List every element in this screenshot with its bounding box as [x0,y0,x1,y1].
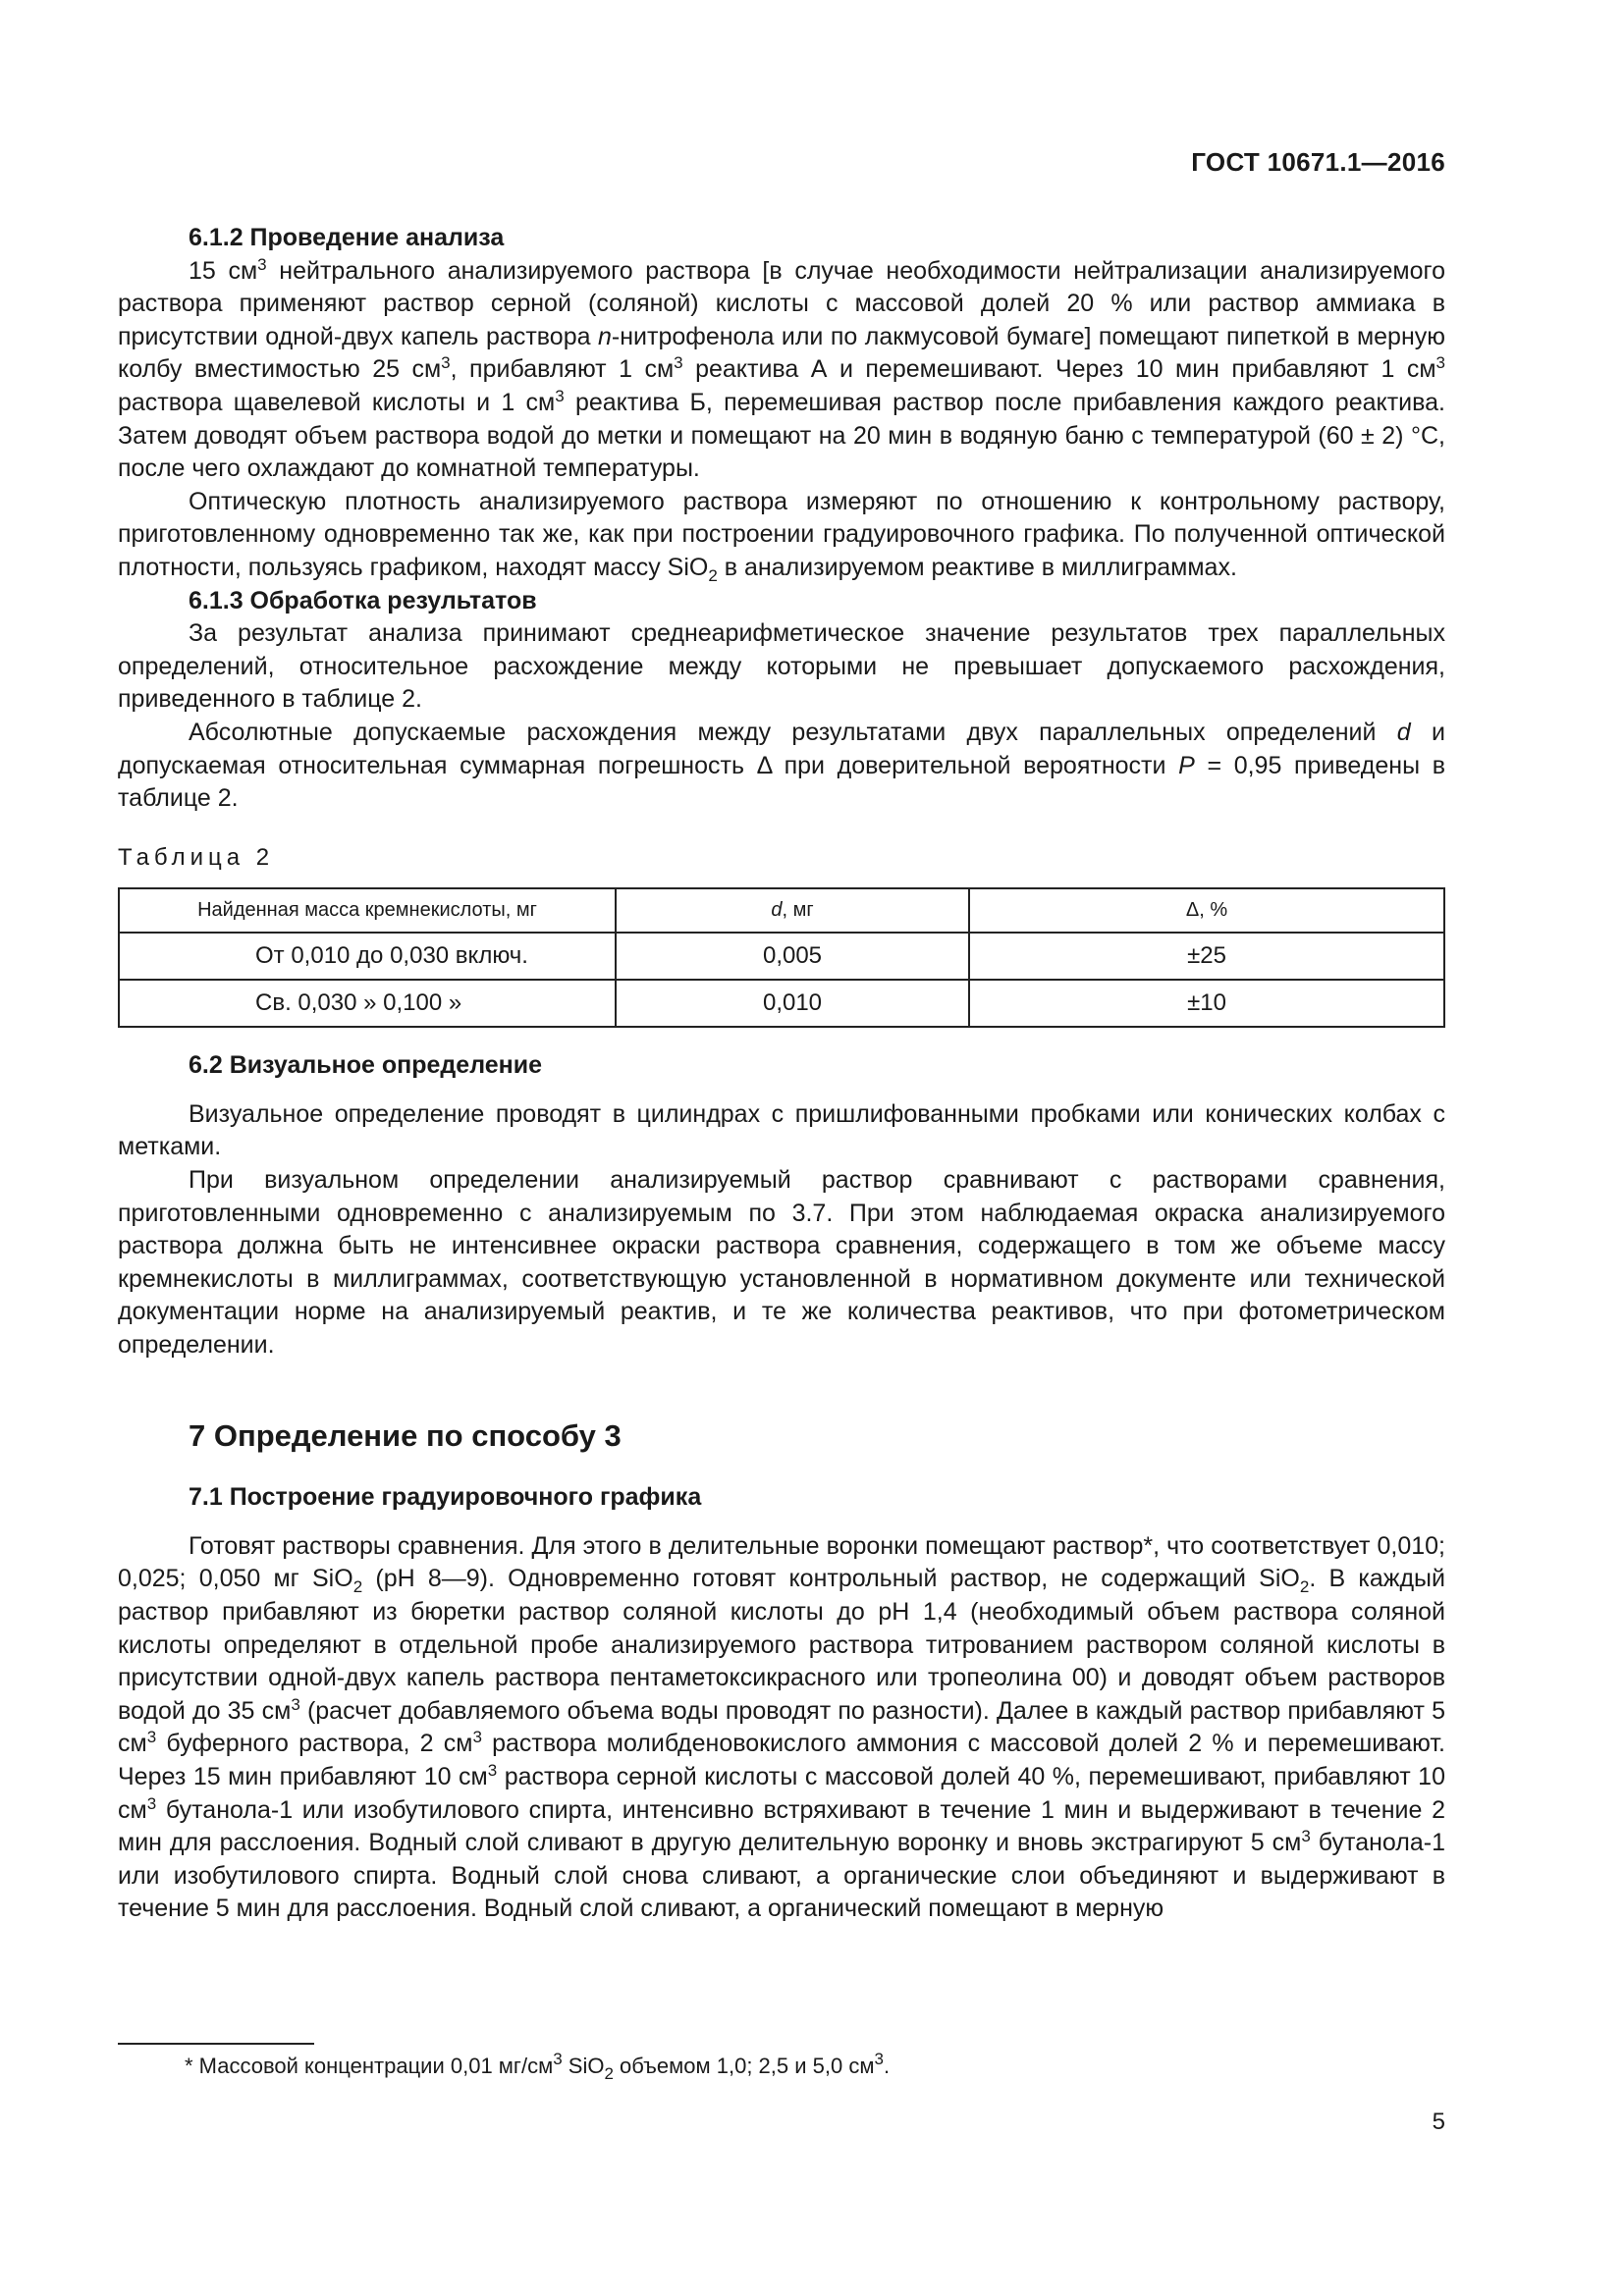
header-delta: Δ, % [969,888,1444,933]
section-6-2-heading: 6.2 Визуальное определение [189,1051,543,1080]
section-6-1-3-paragraph-2: Абсолютные допускаемые расхождения между результатами двух параллельных определений d и допускаемая относительная суммарная погрешность Δ при доверительной вероятности P = 0,95 приведены в таблице 2. [118,718,1445,813]
table-2 [118,887,1445,1028]
table-cell-d: 0,010 [616,980,969,1027]
standard-header: ГОСТ 10671.1—2016 [1191,147,1445,177]
header-d: d, мг [616,888,969,933]
table-cell-d: 0,005 [616,933,969,980]
footnote: * Массовой концентрации 0,01 $мг/см^3$ SiO$_2$ объемом 1,0; 2,5 и 5,0 $см^3$. [185,2050,891,2083]
section-7-heading: 7 Определение по способу 3 [189,1417,622,1453]
table-2-caption: Таблица 2 [118,843,275,871]
footnote-divider [118,2043,314,2045]
table-cell-range: От 0,010 до 0,030 включ. [119,933,616,980]
section-6-1-2-paragraph-2: Оптическую плотность анализируемого раствора измеряют по отношению к контрольному раствору, приготовленному одновременно так же, как при построении градуировочного графика. По полученной оптической плотности, пользуясь графиком, находят массу SiO$_2$ в анализируемом реактиве в миллиграммах. [118,487,1445,585]
section-6-1-2-heading: 6.1.2 Проведение анализа [189,224,505,251]
section-6-1-2-paragraph-1: 15 $см^3$ нейтрального анализируемого раствора [в случае необходимости нейтрализации анализируемого раствора применяют раствор серной (соляной) кислоты с массовой долей 20 % или раствор аммиака в присутствии одной-двух капель раствора n-нитрофенола или по лакмусовой бумаге] помещают пипеткой в мерную колбу вместимостью 25 $см^3$, прибавляют 1 $см^3$ реактива А и перемешивают. Через 10 мин прибавляют 1 $см^3$ раствора щавелевой кислоты и 1 $см^3$ реактива Б, перемешивая раствор после прибавления каждого реактива. Затем доводят объем раствора водой до метки и помещают на 20 мин в водяную баню с температурой (60 ± 2) °С, после чего охлаждают до комнатной температуры. [118,254,1446,483]
section-7-1-heading: 7.1 Построение градуировочного графика [189,1483,702,1512]
table-cell-range: Св. 0,030 » 0,100 » [119,980,616,1027]
section-6-2-paragraph-2: При визуальном определении анализируемый раствор сравнивают с растворами сравнения, приготовленными одновременно с анализируемым по 3.7. При этом наблюдаемая окраска анализируемого раствора должна быть не интенсивнее окраски раствора сравнения, содержащего в том же объеме массу кремнекислоты в миллиграммах, соответствующую установленной в нормативном документе или технической документации норме на анализируемый реактив, и те же количества реактивов, что при фотометрическом определении. [118,1166,1445,1360]
header-mass: Найденная масса кремнекислоты, мг [119,888,616,933]
page-content [118,222,1445,1926]
section-7-1-paragraph-1: Готовят растворы сравнения. Для этого в делительные воронки помещают раствор*, что соответствует 0,010; 0,025; 0,050 мг SiO$_2$ (рН 8—9). Одновременно готовят контрольный раствор, не содержащий SiO$_2$. В каждый раствор прибавляют из бюретки раствор соляной кислоты до рН 1,4 (необходимый объем раствора соляной кислоты определяют в отдельной пробе анализируемого раствора титрованием раствором соляной кислоты в присутствии одной-двух капель раствора пентаметоксикрасного или тропеолина 00) и доводят объем растворов водой до 35 $см^3$ (расчет добавляемого объема воды проводят по разности). Далее в каждый раствор прибавляют 5 $см^3$ буферного раствора, 2 $см^3$ раствора молибденовокислого аммония с массовой долей 2 % и перемешивают. Через 15 мин прибавляют 10 $см^3$ раствора серной кислоты с массовой долей 40 %, перемешивают, прибавляют 10 $см^3$ бутанола-1 или изобутилового спирта, интенсивно встряхивают в течение 1 мин и выдерживают в течение 2 мин для расслоения. Водный слой сливают в другую делительную воронку и вновь экстрагируют 5 $см^3$ бутанола-1 или изобутилового спирта. Водный слой снова сливают, а органические слои объединяют и выдерживают в течение 5 мин для расслоения. Водный слой сливают, а органический помещают в мерную [118,1531,1446,1923]
table-cell-delta: ±10 [969,980,1444,1027]
table-header-row [119,888,1444,933]
section-6-1-3-heading: 6.1.3 Обработка результатов [189,586,537,614]
table-row [119,980,1444,1027]
section-6-2-paragraph-1: Визуальное определение проводят в цилиндрах с пришлифованными пробками или конических колбах с метками. [118,1099,1445,1161]
table-row [119,933,1444,980]
section-6-1-3-paragraph-1: За результат анализа принимают среднеарифметическое значение результатов трех параллельных определений, относительное расхождение между которыми не превышает допускаемого расхождения, приведенного в таблице 2. [118,619,1445,714]
page-number: 5 [1432,2109,1445,2135]
table-cell-delta: ±25 [969,933,1444,980]
